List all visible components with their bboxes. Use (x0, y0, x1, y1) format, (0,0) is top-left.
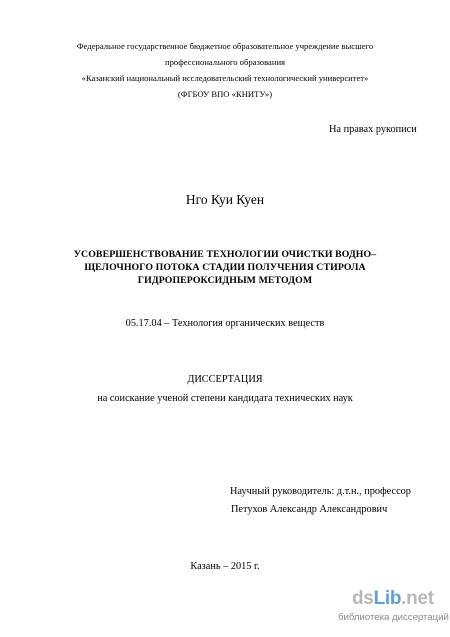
dslib-logo: dsLib.net (352, 588, 434, 609)
author-name: Нго Куи Куен (185, 192, 265, 207)
header-line-2: профессионального образования (165, 57, 285, 67)
supervisor-name: Петухов Александр Александрович (231, 504, 388, 515)
city-year: Казань – 2015 г. (190, 561, 260, 572)
header-line-4: (ФГБОУ ВПО «КНИТУ») (177, 89, 273, 99)
dslib-watermark[interactable] (338, 588, 449, 628)
institution-header (0, 38, 450, 102)
document-type: ДИССЕРТАЦИЯ (187, 374, 263, 385)
title-line-3: ГИДРОПЕРОКСИДНЫМ МЕТОДОМ (137, 275, 313, 286)
manuscript-note: На правах рукописи (329, 124, 417, 135)
title-line-2: ЩЕЛОЧНОГО ПОТОКА СТАДИИ ПОЛУЧЕНИЯ СТИРОЛА (84, 262, 366, 273)
title-line-1: УСОВЕРШЕНСТВОВАНИЕ ТЕХНОЛОГИИ ОЧИСТКИ ВОДНО– (73, 249, 377, 260)
specialty: 05.17.04 – Технология органических веществ (125, 318, 325, 329)
header-line-1: Федеральное государственное бюджетное образовательное учреждение высшего (76, 41, 374, 51)
supervisor-label: Научный руководитель: д.т.н., профессор (230, 486, 411, 497)
watermark-subtitle: библиотека диссертаций (338, 612, 449, 623)
degree-line: на соискание ученой степени кандидата технических наук (97, 393, 353, 404)
dissertation-title (0, 248, 450, 287)
header-line-3: «Казанский национальный исследовательский технологический университет» (81, 73, 369, 83)
